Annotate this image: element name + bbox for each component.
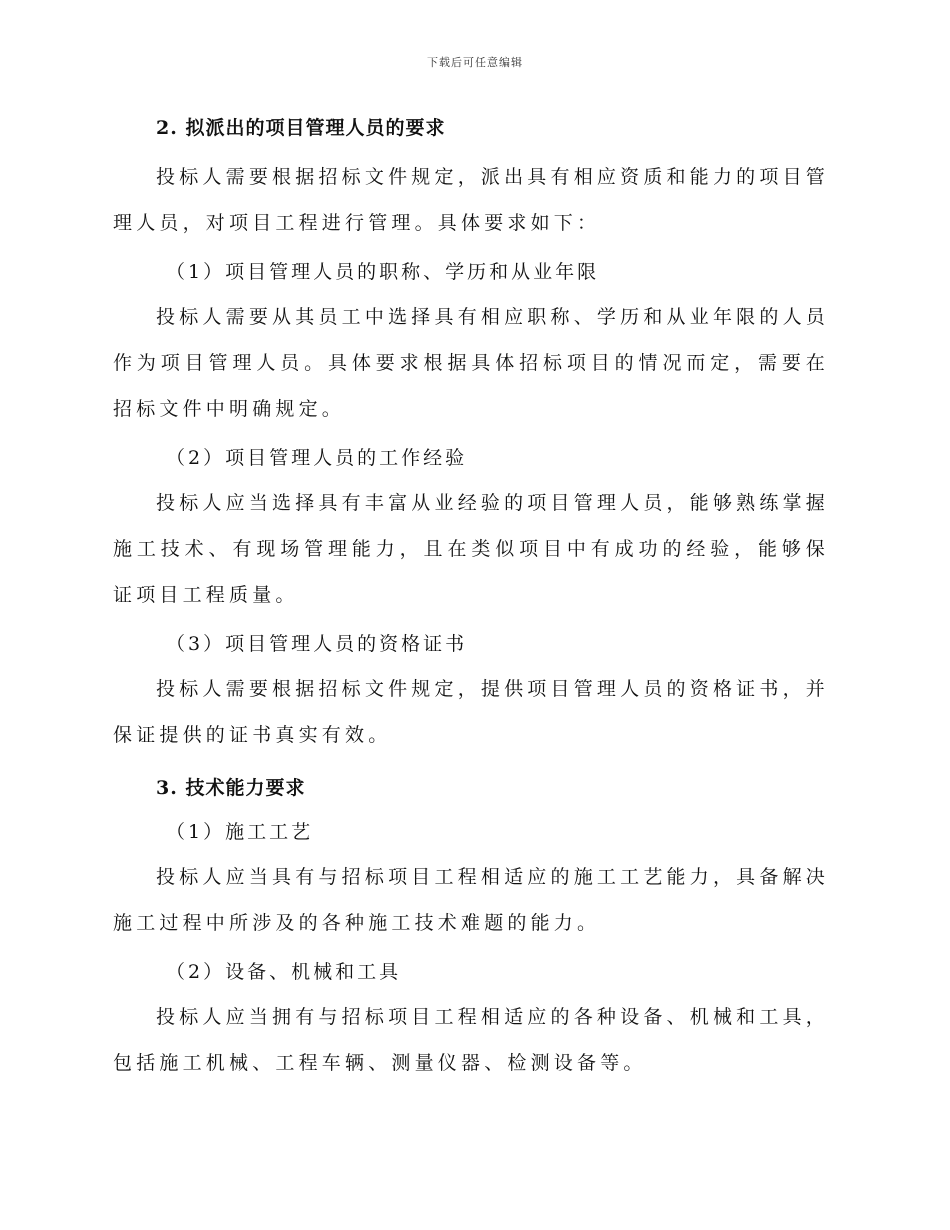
paragraph-construction-process: 投标人应当具有与招标项目工程相适应的施工工艺能力，具备解决施工过程中所涉及的各种施工技术难题的能力。 xyxy=(113,866,829,934)
subheading-equipment: （2）设备、机械和工具 xyxy=(166,961,402,983)
subheading-construction-process: （1）施工工艺 xyxy=(166,821,314,843)
paragraph-certificates: 投标人需要根据招标文件规定，提供项目管理人员的资格证书，并保证提供的证书真实有效。 xyxy=(113,678,829,746)
page-header-note: 下载后可任意编辑 xyxy=(427,56,523,69)
section-heading-2: 2. 拟派出的项目管理人员的要求 xyxy=(156,117,446,139)
subheading-experience: （2）项目管理人员的工作经验 xyxy=(166,447,468,469)
paragraph-experience: 投标人应当选择具有丰富从业经验的项目管理人员，能够熟练掌握施工技术、有现场管理能力，且在类似项目中有成功的经验，能够保证项目工程质量。 xyxy=(113,492,829,606)
document-body xyxy=(113,110,829,1086)
paragraph-qualifications: 投标人需要从其员工中选择具有相应职称、学历和从业年限的人员作为项目管理人员。具体要求根据具体招标项目的情况而定，需要在招标文件中明确规定。 xyxy=(113,306,829,420)
subheading-certificates: （3）项目管理人员的资格证书 xyxy=(166,633,468,655)
paragraph-equipment: 投标人应当拥有与招标项目工程相适应的各种设备、机械和工具，包括施工机械、工程车辆、测量仪器、检测设备等。 xyxy=(113,1006,829,1074)
subheading-qualifications: （1）项目管理人员的职称、学历和从业年限 xyxy=(166,261,600,283)
paragraph-intro: 投标人需要根据招标文件规定，派出具有相应资质和能力的项目管理人员，对项目工程进行管理。具体要求如下： xyxy=(113,166,829,234)
section-heading-3: 3. 技术能力要求 xyxy=(156,777,306,799)
